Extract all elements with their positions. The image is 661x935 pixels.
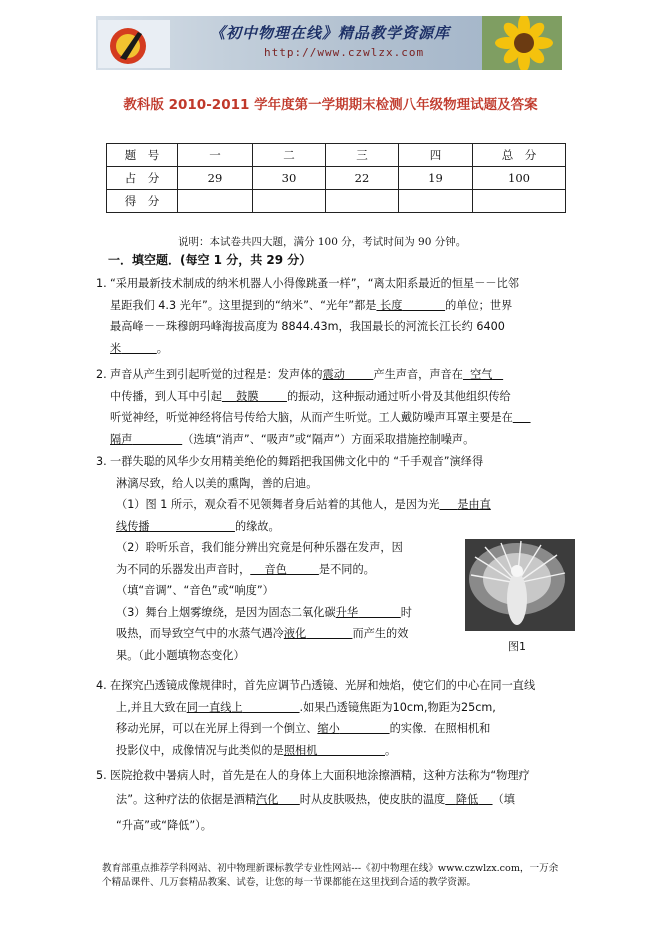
text: .如果凸透镜焦距为10cm,物距为25cm, <box>299 700 496 714</box>
answer: 震动 <box>322 368 345 381</box>
answer: 空气 <box>470 368 493 381</box>
exam-note: 说明：本试卷共四大题，满分 100 分，考试时间为 90 分钟。 <box>178 236 467 248</box>
text: 产生声音，声音在 <box>373 368 463 381</box>
score-table-row <box>107 190 566 213</box>
header-cell: 三 <box>326 144 399 167</box>
answer-blank <box>323 368 374 381</box>
table-cell: 得 分 <box>107 190 178 213</box>
answer-blank <box>445 793 492 806</box>
table-cell <box>253 190 326 213</box>
answer: 是由直 <box>457 498 491 511</box>
answer: 隔声 <box>110 432 133 446</box>
text: 吸热，而导致空气中的水蒸气遇冷 <box>116 627 284 640</box>
question-line <box>104 740 574 762</box>
question-line <box>104 494 574 516</box>
question-line: 果。（此小题填物态变化） <box>116 648 245 662</box>
score-table <box>106 143 566 213</box>
answer: 线传播 <box>116 519 150 533</box>
table-cell: 29 <box>178 167 253 190</box>
question-line: “采用最新技术制成的纳米机器人小得像跳蚤一样”，“离太阳系最近的恒星－－比邻 <box>110 277 519 290</box>
table-cell <box>178 190 253 213</box>
question-line <box>104 429 574 451</box>
footer-line: 个精品课件、几万套精品教案、试卷，让您的每一节课都能在这里找到合适的教学资源。 <box>102 877 477 888</box>
answer-blank <box>256 793 300 806</box>
question-line: 最高峰－－珠穆朗玛峰海拔高度为 8844.43m，我国最长的河流长江长约 6400 <box>110 320 505 333</box>
answer-blank <box>187 701 300 714</box>
question-line: 一群失聪的风华少女用精美绝伦的舞蹈把我国佛文化中的 “千手观音”演绎得 <box>110 455 484 468</box>
text: 的实像．在照相机和 <box>389 722 491 735</box>
answer: 降低 <box>455 792 479 806</box>
page-footer <box>102 862 572 890</box>
score-table-row <box>107 167 566 190</box>
answer: 米 <box>110 341 122 355</box>
answer-blank <box>250 563 319 576</box>
question-line <box>104 697 574 719</box>
text: 的缘故。 <box>234 519 280 533</box>
text: 中传播，到人耳中引起 <box>110 389 222 403</box>
question-line <box>104 295 574 317</box>
document-title: 教科版 2010-2011 学年度第一学期期末检测八年级物理试题及答案 <box>123 97 538 113</box>
question-line: （填“音调”、“音色”或“响度”） <box>116 584 274 597</box>
text: 是不同的。 <box>318 562 375 576</box>
text: 时从皮肤吸热，使皮肤的温度 <box>299 792 446 806</box>
header-cell: 一 <box>178 144 253 167</box>
question-4 <box>96 675 574 761</box>
table-cell: 22 <box>326 167 399 190</box>
table-cell <box>473 190 566 213</box>
text: （填 <box>492 792 515 806</box>
answer: 升华 <box>335 605 359 619</box>
question-number: 1. <box>96 277 107 290</box>
question-line <box>104 407 574 429</box>
header-cell: 四 <box>399 144 473 167</box>
header-cell: 总 分 <box>473 144 566 167</box>
text: 法”。这种疗法的依据是酒精 <box>116 792 257 806</box>
question-number: 3. <box>96 455 107 468</box>
answer-blank <box>110 342 157 355</box>
text: 听觉神经，听觉神经将信号传给大脑，从而产生听觉。工人戴防噪声耳罩主要是在 <box>110 411 513 424</box>
score-table-header-row <box>107 144 566 167</box>
text: 为不同的乐器发出声音时， <box>116 562 251 576</box>
answer: 长度 <box>380 298 403 312</box>
question-line <box>104 516 574 538</box>
text: 而产生的效 <box>352 627 409 640</box>
section-heading: 一．填空题．(每空 1 分，共 29 分） <box>108 253 312 267</box>
header-banner <box>96 16 562 70</box>
question-2 <box>96 364 574 450</box>
footer-line: 教育部重点推荐学科网站、初中物理新课标教学专业性网站---《初中物理在线》www.czwlzx.com，一万余 <box>102 863 559 874</box>
text: 。 <box>156 341 168 355</box>
question-number: 4. <box>96 679 107 692</box>
text: （选填“消声”、“吸声”或“隔声”）方面采取措施控制噪声。 <box>182 432 475 446</box>
answer-blank <box>463 368 503 381</box>
text: （3）舞台上烟雾缭绕，是因为固态二氧化碳 <box>116 605 336 619</box>
question-line <box>104 364 574 386</box>
table-cell <box>326 190 399 213</box>
text: 声音从产生到引起听觉的过程是：发声体的 <box>110 368 323 381</box>
text: 投影仪中，成像情况与此类似的是 <box>116 743 284 757</box>
answer: 照相机 <box>283 743 318 757</box>
figure-1-image <box>465 539 575 631</box>
question-line: 在探究凸透镜成像规律时，首先应调节凸透镜、光屏和烛焰，使它们的中心在同一直线 <box>110 679 536 692</box>
answer: 缩小 <box>317 722 340 735</box>
question-number: 2. <box>96 368 107 381</box>
answer-blank <box>376 299 445 312</box>
answer-blank <box>336 606 401 619</box>
table-cell: 占 分 <box>107 167 178 190</box>
answer: 同一直线上 <box>186 700 243 714</box>
question-1 <box>96 273 574 359</box>
answer-blank <box>439 498 490 511</box>
table-cell: 100 <box>473 167 566 190</box>
text: 的单位；世界 <box>445 298 513 312</box>
answer-blank <box>110 433 182 446</box>
question-line: 淋漓尽致，给人以美的熏陶，善的启迪。 <box>116 476 318 490</box>
sunflower-icon <box>482 16 562 70</box>
question-line <box>104 386 574 408</box>
question-number: 5. <box>96 769 107 782</box>
logo-icon <box>98 20 170 68</box>
answer-blank <box>317 722 389 735</box>
text: 移动光屏，可以在光屏上得到一个倒立、 <box>116 722 318 735</box>
question-line <box>104 787 574 813</box>
text: 的振动，这种振动通过听小骨及其他组织传给 <box>286 389 511 403</box>
answer: 汽化 <box>256 792 279 806</box>
question-line: 医院抢救中暑病人时，首先是在人的身体上大面积地涂擦酒精，这种方法称为“物理疗 <box>110 769 530 782</box>
text: 时 <box>400 605 412 619</box>
text: 。 <box>384 743 397 757</box>
header-title: 《初中物理在线》精品教学资源库 <box>210 24 451 42</box>
answer-blank <box>513 411 531 424</box>
answer-blank <box>284 744 385 757</box>
answer-blank <box>116 520 235 533</box>
question-line: （2）聆听乐音，我们能分辨出究竟是何种乐器在发声，因 <box>116 541 403 554</box>
text: 上,并且大致在 <box>116 700 187 714</box>
header-cell: 题 号 <box>107 144 178 167</box>
header-url[interactable]: http://www.czwlzx.com <box>264 46 425 59</box>
text: 星距我们 4.3 光年”。这里提到的“纳米”、“光年”都是 <box>110 298 377 312</box>
answer-blank <box>222 390 287 403</box>
question-line <box>104 718 574 740</box>
table-cell: 30 <box>253 167 326 190</box>
answer: 音色 <box>264 562 287 576</box>
table-cell <box>399 190 473 213</box>
table-cell: 19 <box>399 167 473 190</box>
question-5 <box>96 765 574 839</box>
question-line: “升高”或“降低”）。 <box>116 818 212 832</box>
answer: 液化 <box>283 627 307 640</box>
answer-blank <box>284 627 353 640</box>
figure-caption: 图1 <box>508 640 526 653</box>
header-cell: 二 <box>253 144 326 167</box>
text: （1）图 1 所示，观众看不见领舞者身后站着的其他人，是因为光 <box>116 498 440 511</box>
question-line <box>104 338 574 360</box>
answer: 鼓膜 <box>236 389 259 403</box>
